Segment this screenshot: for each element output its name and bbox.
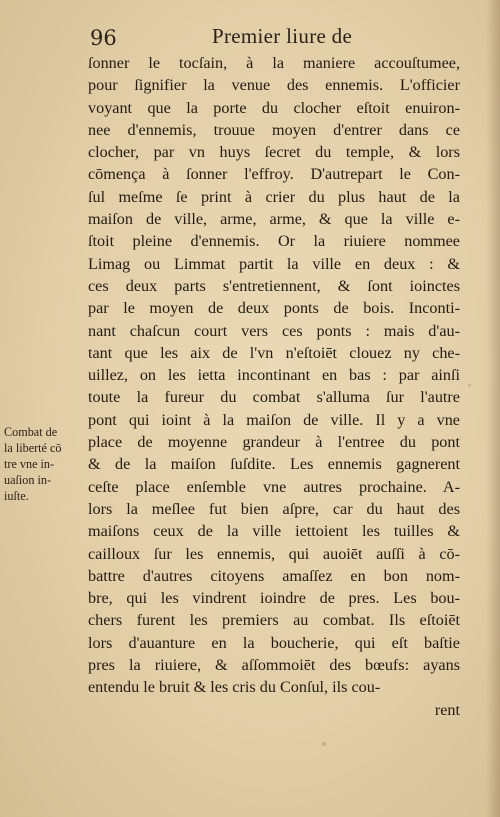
text-line: uillez, on les ietta incontinant en bas : par ainſi (88, 366, 460, 385)
catchword: rent (434, 700, 460, 719)
text-line: battre d'autres citoyens amaſſez en bon nom- (88, 566, 460, 585)
text-line: nee d'ennemis, trouue moyen d'entrer dans ce (88, 120, 460, 139)
page-edge-shadow (486, 0, 500, 817)
text-line: & de la maiſon ſuſdite. Les ennemis gagnerent (88, 455, 460, 474)
text-line: ſtoit pleine d'ennemis. Or la riuiere nommee (88, 232, 460, 251)
text-line: Limag ou Limmat partit la ville en deux : & (88, 254, 460, 273)
text-line: tant que les aix de l'vn n'eſtoiēt clouez ny che- (88, 343, 460, 362)
margin-note-line: Combat de (4, 425, 58, 439)
text-line: maiſons ceux de la ville iettoient les tuilles & (88, 522, 460, 541)
text-line: toute la fureur du combat s'alluma ſur l'autre (88, 388, 460, 407)
text-line: ſul meſme ſe print à crier du plus haut de la (88, 187, 460, 206)
text-line: cōmença à ſonner l'effroy. D'autrepart le Con- (88, 165, 460, 184)
text-line: pont qui ioint à la maiſon de ville. Il y a vne (88, 410, 460, 429)
body-text (88, 52, 460, 721)
margin-note-line: iuſte. (4, 489, 29, 503)
text-line: place de moyenne grandeur à l'entree du pont (88, 433, 460, 452)
text-line: clocher, par vn huys ſecret du temple, & lors (88, 143, 460, 162)
text-line: voyant que la porte du clocher eſtoit enuiron- (88, 98, 460, 117)
margin-note (4, 424, 90, 504)
text-line: par le moyen de deux ponts de bois. Inconti- (88, 299, 460, 318)
margin-note-line: tre vne in- (4, 457, 55, 471)
text-line: pres la riuiere, & aſſommoiēt des bœufs: ayans (88, 656, 460, 675)
page-number: 96 (90, 26, 117, 50)
text-line: ceſte place enſemble vne autres prochaine. A- (88, 477, 460, 496)
text-line: maiſon de ville, arme, arme, & que la ville e- (88, 210, 460, 229)
text-line: ſonner le tocſain, à la maniere accouſtumee, (88, 54, 460, 72)
margin-note-line: la liberté cō (4, 441, 62, 455)
paper-stain (322, 742, 326, 746)
text-line: entendu le bruit & les cris du Conſul, ils cou- (88, 678, 381, 697)
text-line: pour ſignifier la venue des ennemis. L'officier (88, 76, 460, 95)
text-line: chers furent les premiers au combat. Ils eſtoiēt (88, 611, 460, 630)
running-title: Premier liure de (212, 24, 353, 48)
text-line: nant chaſcun court vers ces ponts : mais d'au- (88, 321, 460, 340)
text-line: cailloux ſur les ennemis, qui auoiēt auſſi à cō- (88, 544, 460, 563)
text-line: ces deux parts s'entretiennent, & ſont ioinctes (88, 276, 460, 295)
text-line: lors d'auanture en la boucherie, qui eſt baſtie (88, 633, 460, 652)
text-line: bre, qui les vindrent ioindre de pres. Les bou- (88, 589, 460, 608)
paper-stain (468, 384, 471, 387)
text-line: lors la meſlee fut bien aſpre, car du haut des (88, 499, 460, 518)
margin-note-line: uaſion in- (4, 473, 52, 487)
